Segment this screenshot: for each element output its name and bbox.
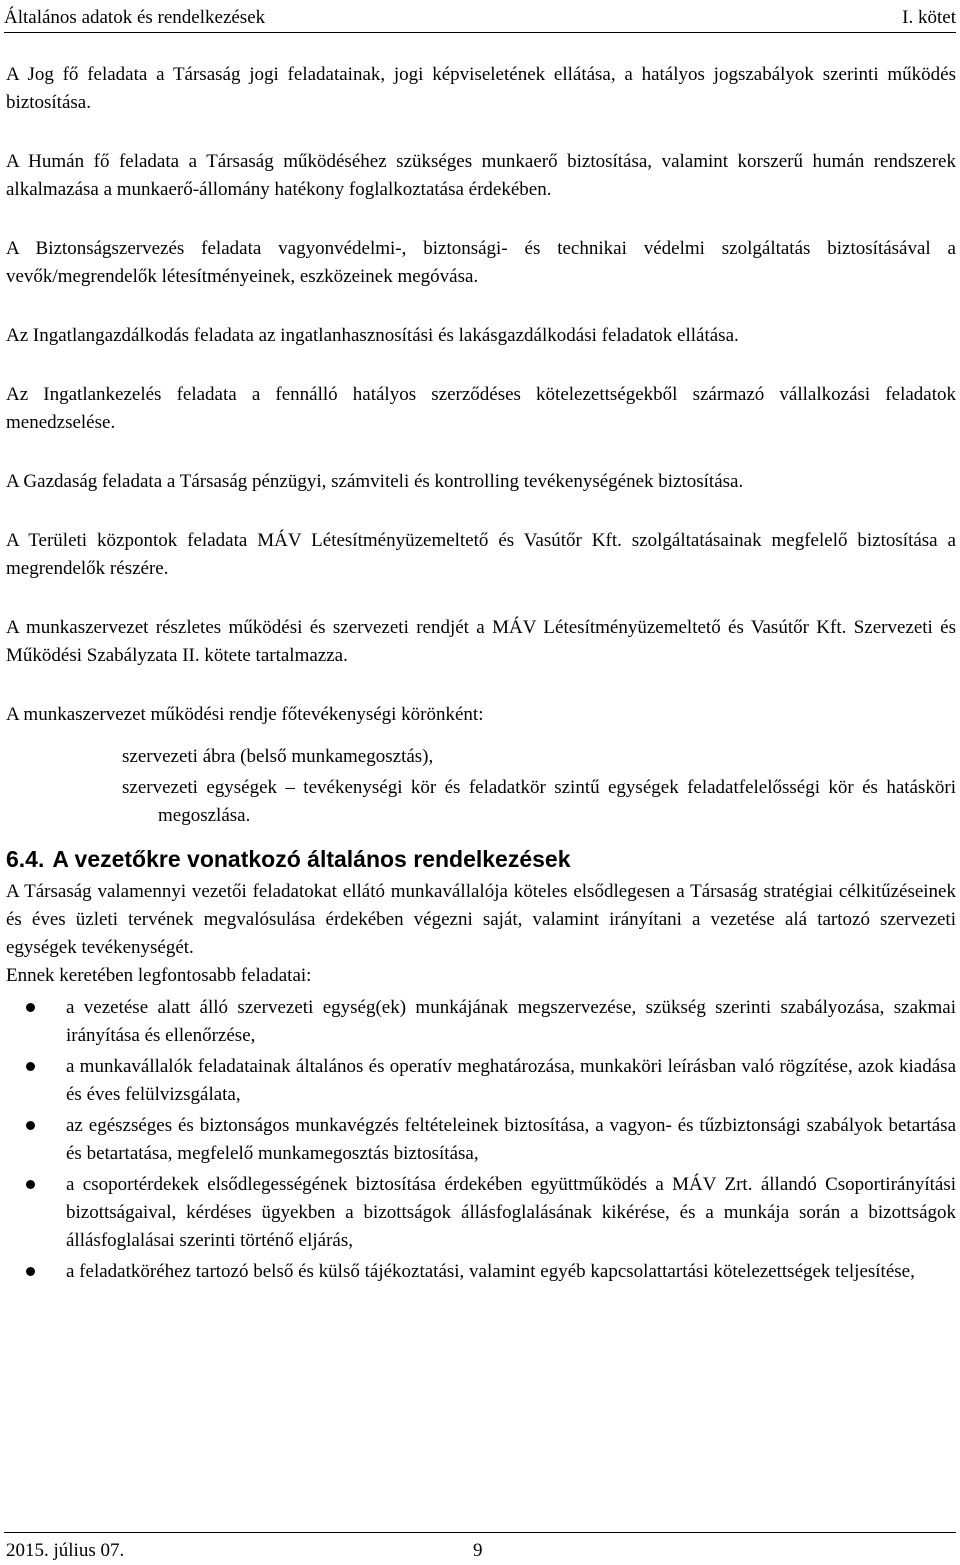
org-list-item: szervezeti egységek – tevékenységi kör és feladatkör szintű egységek feladatfelelősségi kör és hatásköri megoszlása. — [122, 777, 956, 826]
bullet-icon — [26, 1180, 35, 1189]
header-volume: I. kötet — [902, 7, 956, 28]
list-item-text: az egészséges és biztonságos munkavégzés feltételeinek biztosítása, a vagyon- és tűzbiztonsági szabályok betartása és betartatása, megfelelő munkamegosztás biztosítása, — [66, 1115, 956, 1164]
bullet-icon — [26, 1062, 35, 1071]
tasks-intro: Ennek keretében legfontosabb feladatai: — [6, 965, 312, 986]
paragraph-teruleti-kozpontok: A Területi központok feladata MÁV Létesítményüzemeltető és Vasútőr Kft. szolgáltatásainak megfelelő biztosítása a megrendelők részére. — [6, 530, 956, 579]
bullet-icon — [26, 1003, 35, 1012]
page-header — [4, 4, 956, 33]
list-item — [6, 1258, 956, 1286]
section-intro: A Társaság valamennyi vezetői feladatokat ellátó munkavállalója köteles elsődlegesen a Társaság stratégiai célkitűzéseinek és éves üzleti tervének megvalósulása érdekében végezni saját, valamint irányítani a vezetése alá tartozó szervezeti egységek tevékenységét. — [6, 881, 956, 958]
list-item-text: a csoportérdekek elsődlegességének biztosítása érdekében együttműködés a MÁV Zrt. állandó Csoportirányítási bizottságaival, kérdéses ügyekben a bizottságok állásfoglalásának kikérése, és a munkája során a bizottságok állásfoglalásai szerinti történő eljárás, — [66, 1174, 956, 1251]
org-list — [122, 743, 956, 830]
list-item — [6, 1112, 956, 1168]
paragraph-ingatlankezeles: Az Ingatlankezelés feladata a fennálló hatályos szerződéses kötelezettségekből származó vállalkozási feladatok menedzselése. — [6, 384, 956, 433]
document-body — [6, 61, 956, 1289]
list-item-text: a feladatköréhez tartozó belső és külső tájékoztatási, valamint egyéb kapcsolattartási kötelezettségek teljesítése, — [66, 1261, 915, 1282]
footer-date: 2015. július 07. — [6, 1540, 125, 1561]
section-title: A vezetőkre vonatkozó általános rendelkezések — [52, 846, 571, 872]
list-item-text: a munkavállalók feladatainak általános és operatív meghatározása, munkaköri leírásban való rögzítése, azok kiadása és éves felülvizsgálata, — [66, 1056, 956, 1105]
paragraph-munkaszervezet: A munkaszervezet részletes működési és szervezeti rendjét a MÁV Létesítményüzemeltető és Vasútőr Kft. Szervezeti és Működési Szabályzata II. kötete tartalmazza. — [6, 617, 956, 666]
section-number: 6.4. — [6, 846, 45, 872]
paragraph-human: A Humán fő feladata a Társaság működéséhez szükséges munkaerő biztosítása, valamint korszerű humán rendszerek alkalmazása a munkaerő-állomány hatékony foglalkoztatása érdekében. — [6, 151, 956, 200]
paragraph-jog: A Jog fő feladata a Társaság jogi feladatainak, jogi képviseletének ellátása, a hatályos jogszabályok szerinti működés biztosítása. — [6, 64, 956, 113]
header-title: Általános adatok és rendelkezések — [4, 7, 266, 28]
list-item — [6, 1053, 956, 1109]
task-list — [6, 994, 956, 1286]
page-number: 9 — [473, 1540, 483, 1561]
paragraph-biztonsagszervezes: A Biztonságszervezés feladata vagyonvédelmi-, biztonsági- és technikai védelmi szolgáltatás biztosításával a vevők/megrendelők létesítményeinek, eszközeinek megóvása. — [6, 238, 956, 287]
page-footer — [4, 1532, 956, 1565]
list-item — [6, 1171, 956, 1255]
paragraph-gazdasag: A Gazdaság feladata a Társaság pénzügyi, számviteli és kontrolling tevékenységének biztosítása. — [6, 471, 744, 492]
bullet-icon — [26, 1121, 35, 1130]
org-intro: A munkaszervezet működési rendje főtevékenységi körönként: — [6, 704, 484, 725]
section-heading — [6, 844, 956, 874]
list-item-text: a vezetése alatt álló szervezeti egység(ek) munkájának megszervezése, szükség szerinti szabályozása, szakmai irányítása és ellenőrzése, — [66, 997, 956, 1046]
paragraph-ingatlangazdalkodas: Az Ingatlangazdálkodás feladata az ingatlanhasznosítási és lakásgazdálkodási feladatok ellátása. — [6, 325, 739, 346]
list-item — [6, 994, 956, 1050]
org-list-item: szervezeti ábra (belső munkamegosztás), — [122, 746, 434, 767]
bullet-icon — [26, 1267, 35, 1276]
